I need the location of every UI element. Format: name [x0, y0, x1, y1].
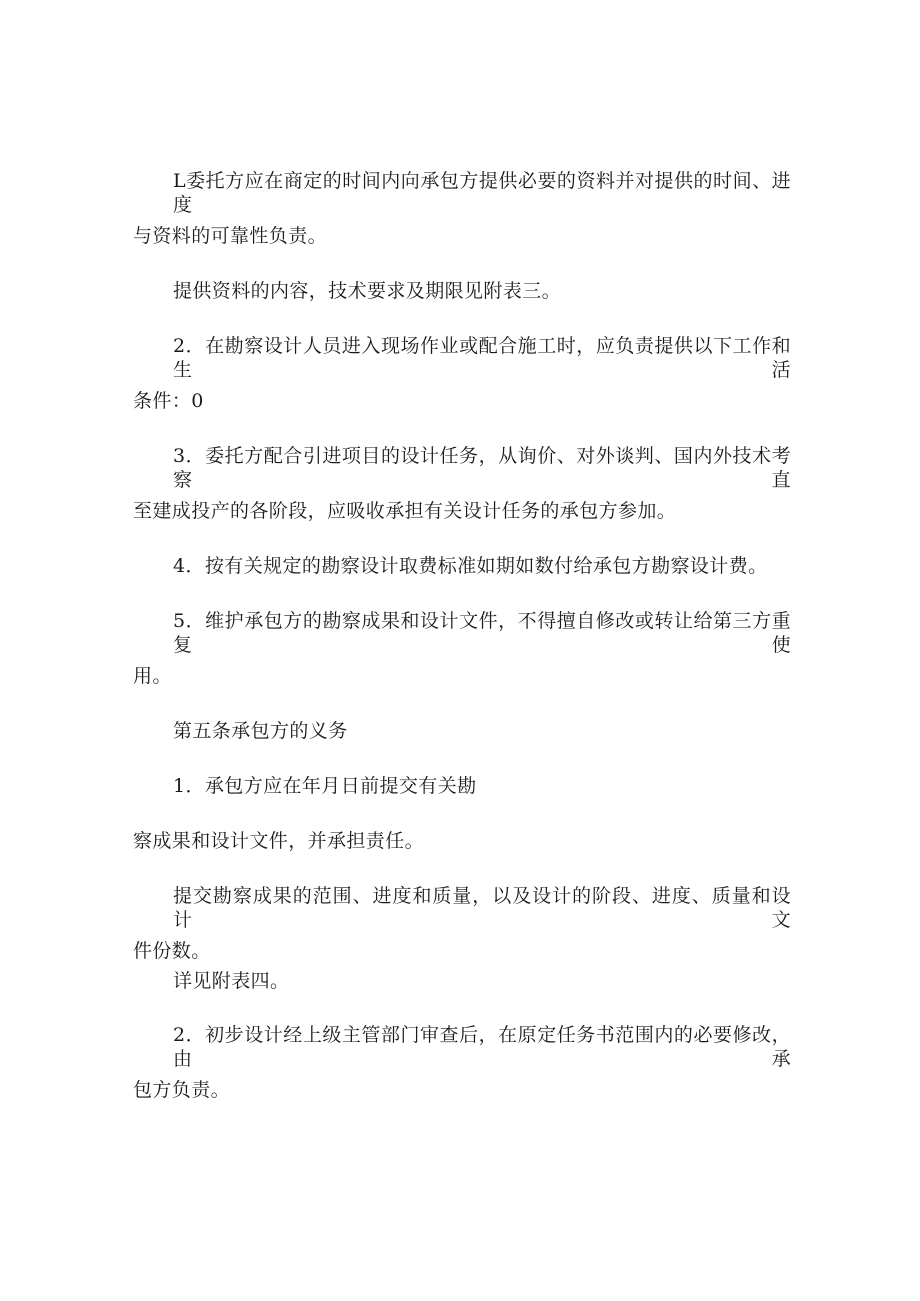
paragraph-line: 提供资料的内容，技术要求及期限见附表三。	[173, 280, 562, 302]
paragraph-line: 1．承包方应在年月日前提交有关勘	[173, 775, 477, 797]
paragraph-line: 详见附表四。	[173, 970, 290, 992]
section-heading: 第五条承包方的义务	[173, 720, 348, 742]
paragraph-line: 至建成投产的各阶段，应吸收承担有关设计任务的承包方参加。	[133, 500, 677, 522]
paragraph-line: 用。	[133, 665, 172, 687]
paragraph-line: 与资料的可靠性负责。	[133, 225, 328, 247]
paragraph-line: 4．按有关规定的勘察设计取费标准如期如数付给承包方勘察设计费。	[173, 555, 768, 577]
paragraph-line: 3．委托方配合引进项目的设计任务，从询价、对外谈判、国内外技术考察直	[173, 445, 791, 491]
paragraph-line: 2．初步设计经上级主管部门审查后，在原定任务书范围内的必要修改，由承	[173, 1024, 791, 1070]
paragraph-line: 提交勘察成果的范围、进度和质量，以及设计的阶段、进度、质量和设计文	[173, 885, 791, 931]
paragraph-line: 察成果和设计文件，并承担责任。	[133, 830, 425, 852]
paragraph-line: L委托方应在商定的时间内向承包方提供必要的资料并对提供的时间、进度	[173, 170, 791, 216]
paragraph-line: 件份数。	[133, 940, 211, 962]
paragraph-line: 5．维护承包方的勘察成果和设计文件，不得擅自修改或转让给第三方重复使	[173, 610, 791, 656]
paragraph-line: 2．在勘察设计人员进入现场作业或配合施工时，应负责提供以下工作和生活	[173, 335, 791, 381]
paragraph-line: 条件：0	[133, 390, 204, 412]
paragraph-line: 包方负责。	[133, 1079, 231, 1101]
